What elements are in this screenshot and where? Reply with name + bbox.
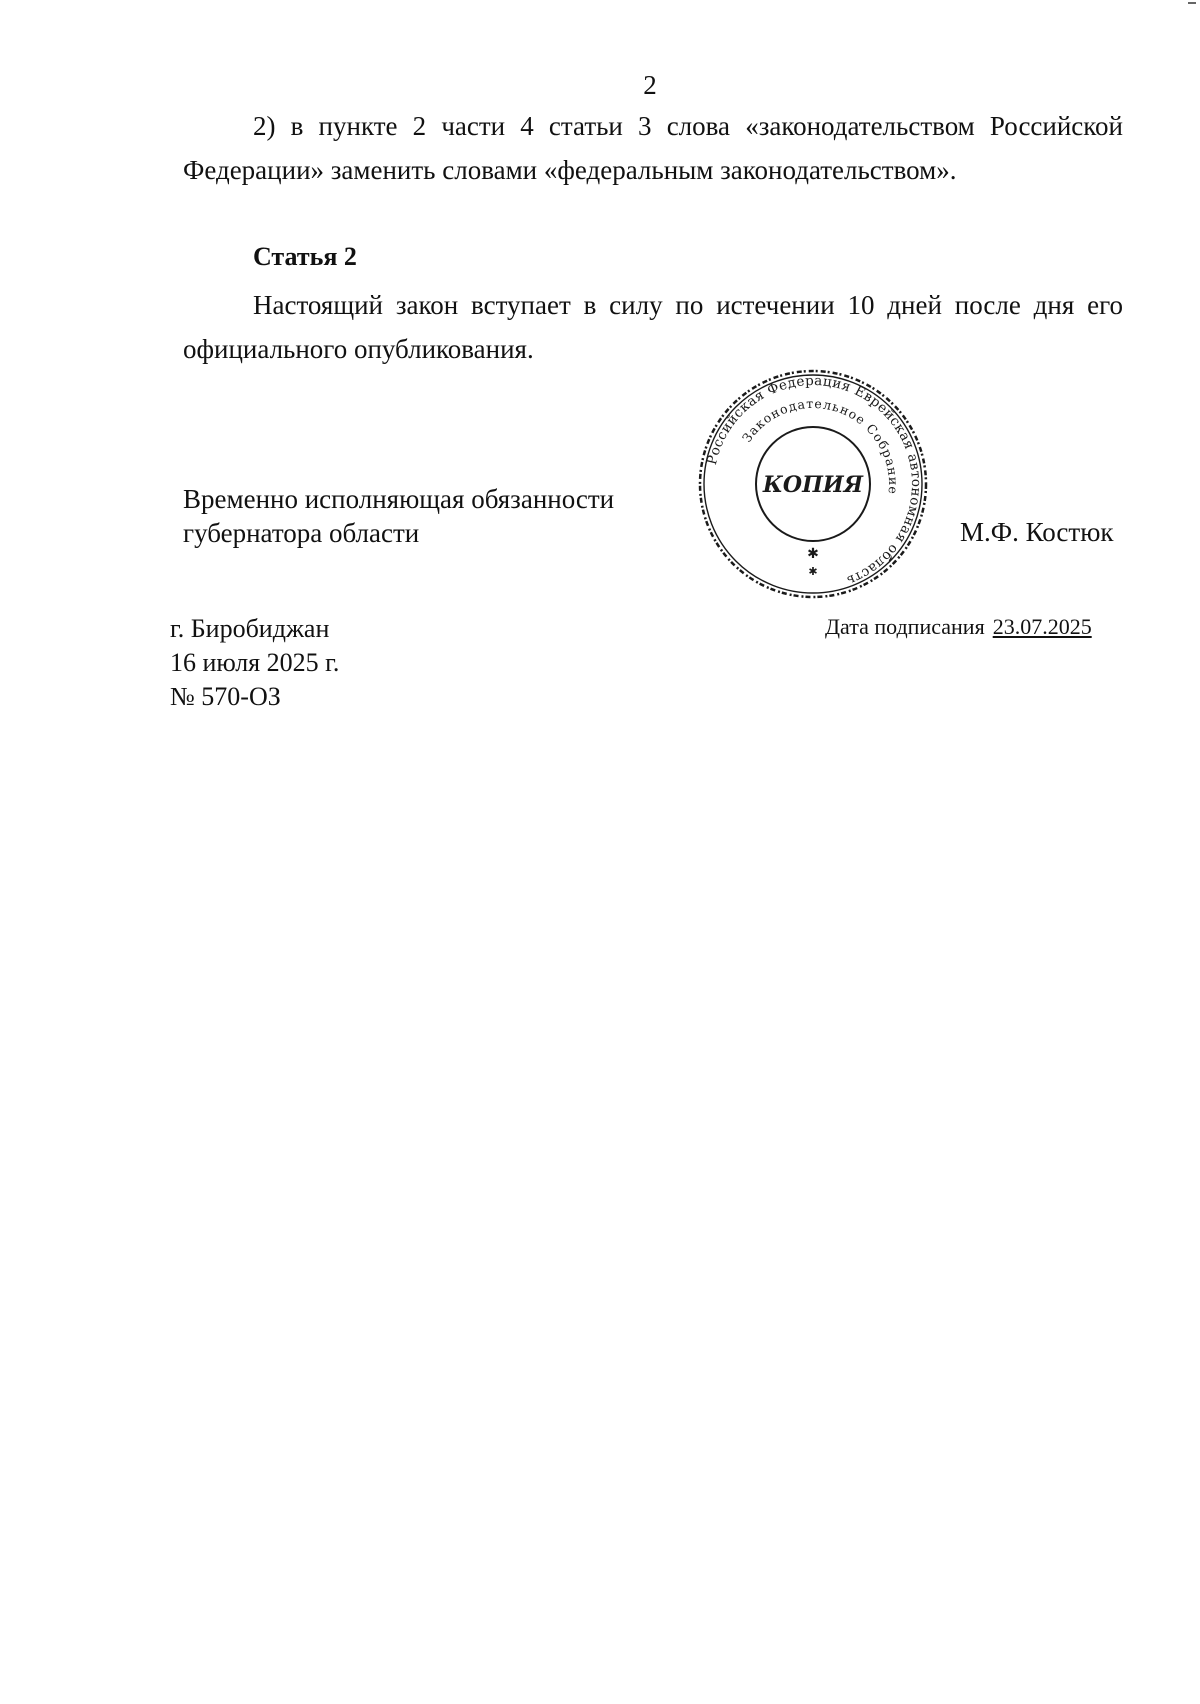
article-text: Настоящий закон вступает в силу по истечении 10 дней после дня его официального опубликования. <box>183 290 1123 364</box>
article-paragraph <box>183 283 1123 371</box>
signing-date-block <box>825 614 1092 640</box>
city: г. Биробиджан <box>170 614 330 643</box>
law-date: 16 июля 2025 г. <box>170 648 340 677</box>
signing-date-value: 23.07.2025 <box>992 614 1092 639</box>
signing-date-label: Дата подписания <box>825 614 985 639</box>
signatory-position-line2: губернатора области <box>183 518 420 548</box>
svg-text:✱: ✱ <box>808 565 818 578</box>
svg-text:✱: ✱ <box>807 546 819 562</box>
official-seal-stamp <box>697 368 929 600</box>
article-heading: Статья 2 <box>253 242 357 271</box>
page-number: 2 <box>643 70 657 100</box>
stamp-inner-text: Законодательное Собрание <box>738 395 902 496</box>
amendment-text: в пункте 2 части 4 статьи 3 слова «законодательством Российской Федерации» заменить словами «федеральным законодательством». <box>183 111 1123 185</box>
signatory-name: М.Ф. Костюк <box>960 517 1114 547</box>
signatory-position-line1: Временно исполняющая обязанности <box>183 484 615 514</box>
scan-corner-mark <box>1188 2 1196 4</box>
stamp-asterisk-icons <box>807 546 819 578</box>
stamp-outer-text: Российская Федерация Еврейская автономная область <box>703 372 925 589</box>
stamp-center-text: КОПИЯ <box>762 472 864 498</box>
amendment-prefix: 2) <box>253 111 276 141</box>
amendment-paragraph <box>183 104 1123 192</box>
place-date-block <box>170 612 339 714</box>
law-number: № 570-ОЗ <box>170 682 281 711</box>
signatory-position <box>183 482 614 550</box>
